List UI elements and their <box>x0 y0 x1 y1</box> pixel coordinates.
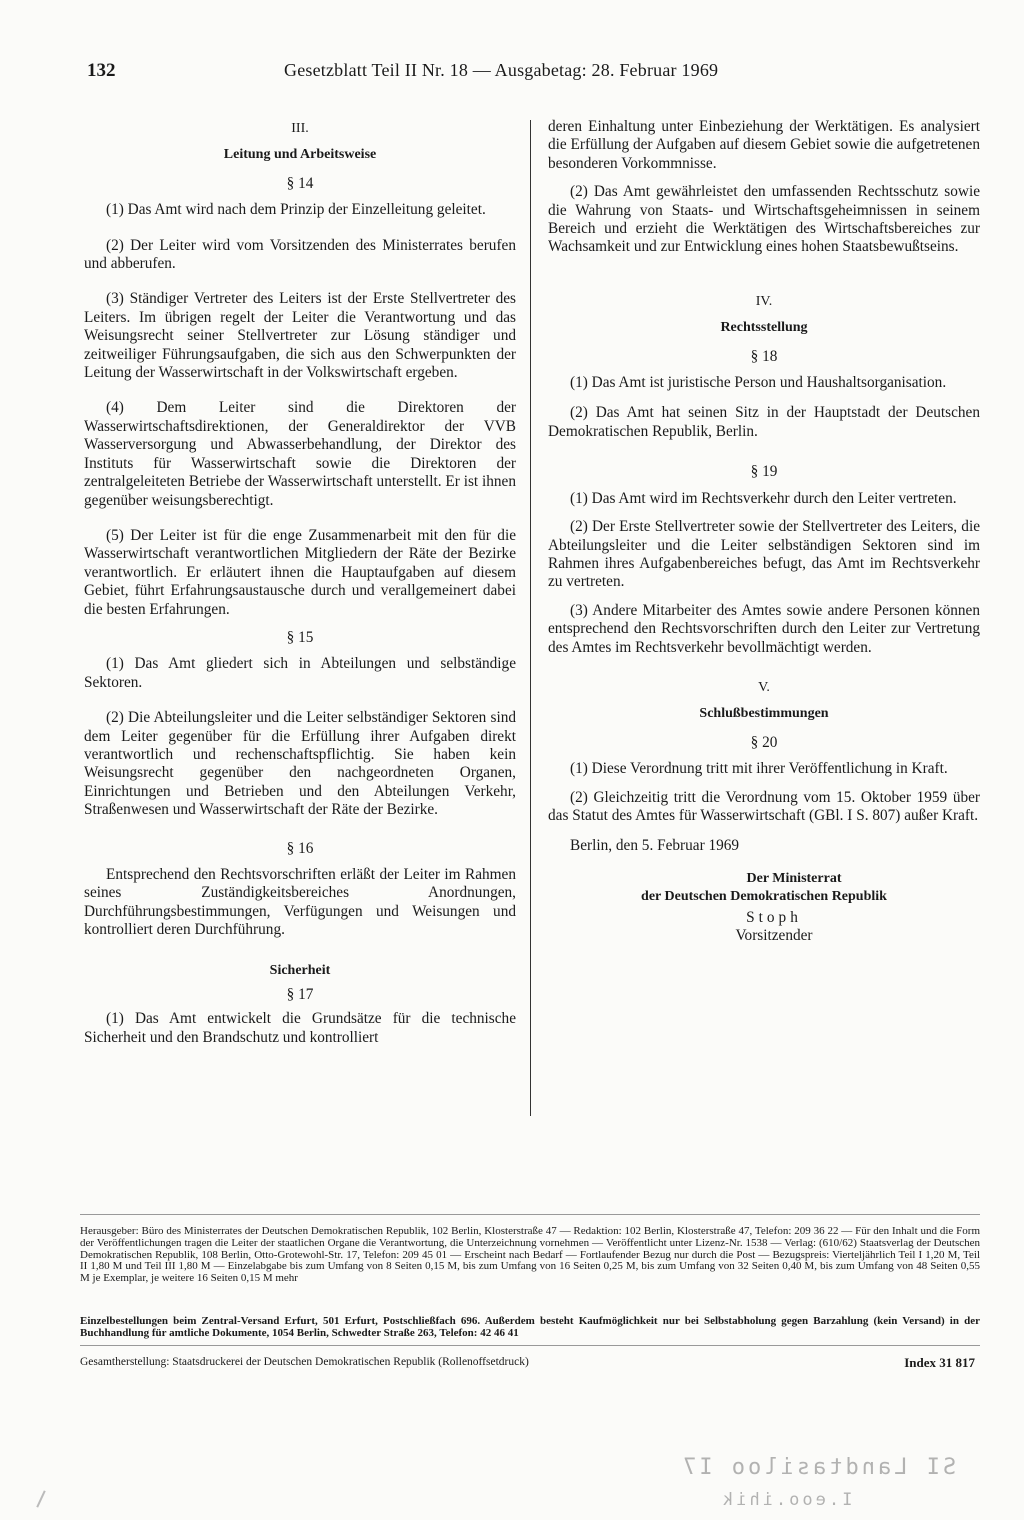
s20-paragraph-2: (2) Gleichzeitig tritt die Verordnung vom 15. Oktober 1959 über das Statut des Amtes für Wasserwirtschaft (GBl. I S. 807) außer Kraft. <box>548 788 980 824</box>
section-number-IV: IV. <box>755 293 773 309</box>
s15-paragraph-2: (2) Die Abteilungsleiter und die Leiter selbständiger Sektoren sind dem Leiter gegenüber für die Erfüllung ihrer Aufgaben direkt verantwortlich und rechenschaftspflichtig. Sie haben kein Weisungsrecht gegenüber den nachgeordneten Organen, Einrichtungen und Betrieben und den Abteilungen Verkehr, Straßenwesen und Wasserwirtschaft der Räte der Bezirke. <box>84 709 516 819</box>
column-divider <box>530 120 531 1116</box>
section-number-V: V. <box>758 679 770 695</box>
s17-paragraph-1: (1) Das Amt entwickelt die Grundsätze für die technische Sicherheit und den Brandschutz und kontrolliert <box>84 1010 516 1046</box>
s18-paragraph-2: (2) Das Amt hat seinen Sitz in der Hauptstadt der Deutschen Demokratischen Republik, Berlin. <box>548 404 980 440</box>
footer-rule-bottom <box>80 1345 980 1346</box>
place-and-date: Berlin, den 5. Februar 1969 <box>570 837 740 855</box>
s14-paragraph-1: (1) Das Amt wird nach dem Prinzip der Einzelleitung geleitet. <box>106 201 486 219</box>
s14-paragraph-4: (4) Dem Leiter sind die Direktoren der Wasserwirtschaftsdirektionen, der Generaldirektor der VVB Wasserversorgung und Abwasserbehandlung, der Direktor des Instituts für Wasserwirtschaft sowie die Direktoren der zentralgeleiteten Betriebe der Wasserwirtschaft unterstellt. Er ist ihnen gegenüber weisungsberechtigt. <box>84 399 516 509</box>
signatory-title: Vorsitzender <box>735 927 813 944</box>
signatory-name: Stoph <box>746 908 802 926</box>
s16-paragraph-1: Entsprechend den Rechtsvorschriften erläßt der Leiter im Rahmen seines Zuständigkeitsbereiches Anordnungen, Durchführungsbestimmungen, Verfügungen und Weisungen und kontrolliert deren Durchführung. <box>84 866 516 939</box>
section-number-III: III. <box>291 121 309 136</box>
footer-publisher-info: Herausgeber: Büro des Ministerrates der Deutschen Demokratischen Republik, 102 Berlin, Klosterstraße 47 — Redaktion: 102 Berlin, Klosterstraße 47, Telefon: 209 36 22 — Für den Inhalt und die Form der Veröffentlichungen tragen die Leiter der staatlichen Organe die Verantwortung, die Unterzeichnung vornehmen — Veröffentlicht unter Lizenz-Nr. 1538 — Verlag: (610/62) Staatsverlag der Deutschen Demokratischen Republik, 108 Berlin, Otto-Grotewohl-Str. 17, Telefon: 209 45 01 — Erscheint nach Bedarf — Fortlaufender Bezug nur durch die Post — Bezugspreis: Vierteljährlich Teil I 1,20 M, Teil II 1,80 M und Teil III 1,80 M — Einzelabgabe bis zum Umfang von 8 Seiten 0,15 M, bis zum Umfang von 16 Seiten 0,25 M, bis zum Umfang von 32 Seiten 0,40 M, bis zum Umfang von 48 Seiten 0,55 M je Exemplar, je weitere 16 Seiten 0,15 M mehr <box>80 1225 980 1285</box>
s14-paragraph-3: (3) Ständiger Vertreter des Leiters ist der Erste Stellvertreter des Leiters. Im übrigen regelt der Leiter die Verantwortung und das Weisungsrecht seiner Stellvertreter zur Lösung ständiger und zeitweiliger Führungsaufgaben, die sich aus den Schwerpunkten der Leitung der Wasserwirtschaft in der Volkswirtschaft ergeben. <box>84 290 516 382</box>
page-number: 132 <box>87 60 116 81</box>
paragraph-sign-14: § 14 <box>286 174 314 192</box>
s14-paragraph-5: (5) Der Leiter ist für die enge Zusammenarbeit mit den für die Wasserwirtschaft verantwortlichen Mitgliedern der Räte der Bezirke verantwortlich. Er erläutert ihnen die Hauptaufgaben auf diesem Gebiet, führt Erfahrungsaustausche durch und verallgemeinert dabei die besten Erfahrungen. <box>84 526 516 618</box>
scan-mark <box>36 1490 45 1507</box>
s14-paragraph-2: (2) Der Leiter wird vom Vorsitzenden des Ministerrates berufen und abberufen. <box>84 236 516 273</box>
signatory-organization-line-2: der Deutschen Demokratischen Republik <box>641 889 887 905</box>
footer-order-info: Einzelbestellungen beim Zentral-Versand Erfurt, 501 Erfurt, Postschließfach 696. Außerdem besteht Kaufmöglichkeit nur bei Selbstabholung gegen Barzahlung (kein Versand) in der Buchhandlung für amtliche Dokumente, 1054 Berlin, Schwedter Straße 263, Telefon: 42 46 41 <box>80 1315 980 1339</box>
library-stamp-mirrored-2: I.eoo.ihik <box>720 1490 853 1510</box>
signatory-organization: Der Ministerrat <box>746 870 842 886</box>
page-header <box>87 60 987 84</box>
right-column <box>548 118 980 945</box>
footer-production-text: Gesamtherstellung: Staatsdruckerei der Deutschen Demokratischen Republik (Rollenoffsetdruck) <box>80 1356 529 1368</box>
paragraph-sign-16: § 16 <box>286 839 314 857</box>
index-number: Index 31 817 <box>904 1355 975 1370</box>
left-column <box>84 118 516 1047</box>
section-heading-leitung: Leitung und Arbeitsweise <box>223 147 377 163</box>
section-heading-rechtsstellung: Rechtsstellung <box>720 320 808 336</box>
paragraph-sign-15: § 15 <box>286 628 314 646</box>
s15-paragraph-1: (1) Das Amt gliedert sich in Abteilungen und selbständige Sektoren. <box>84 655 516 691</box>
s19-paragraph-2: (2) Der Erste Stellvertreter sowie der Stellvertreter des Leiters, die Abteilungsleiter und die Leiter selbständigen Sektoren sind im Rahmen ihres Aufgabenbereiches befugt, das Amt im Rechtsverkehr zu vertreten. <box>548 518 980 591</box>
section-heading-schlussbestimmungen: Schlußbestimmungen <box>699 706 829 722</box>
paragraph-sign-20: § 20 <box>750 733 778 751</box>
s18-paragraph-1: (1) Das Amt ist juristische Person und Haushaltsorganisation. <box>570 374 947 392</box>
paragraph-sign-17: § 17 <box>286 986 314 1004</box>
library-stamp-mirrored: SI Landtasiloo I7 <box>680 1455 957 1480</box>
header-title: Gesetzblatt Teil II Nr. 18 — Ausgabetag: 28. Februar 1969 <box>284 60 719 80</box>
footer-production-line <box>80 1357 980 1369</box>
paragraph-sign-19: § 19 <box>750 463 778 481</box>
s17-continuation: deren Einhaltung unter Einbeziehung der Werktätigen. Es analysiert die Erfüllung der Aufgaben auf diesem Gebiet sowie die aufgetretenen besonderen Vorkommnisse. <box>548 118 980 172</box>
s19-paragraph-1: (1) Das Amt wird im Rechtsverkehr durch den Leiter vertreten. <box>570 489 957 507</box>
s20-paragraph-1: (1) Diese Verordnung tritt mit ihrer Veröffentlichung in Kraft. <box>570 760 948 778</box>
paragraph-sign-18: § 18 <box>750 347 778 365</box>
s19-paragraph-3: (3) Andere Mitarbeiter des Amtes sowie andere Personen können entsprechend den Rechtsvorschriften durch den Leiter zur Vertretung des Amtes im Rechtsverkehr bevollmächtigt werden. <box>548 601 980 656</box>
footer-rule-top <box>80 1214 980 1215</box>
section-heading-sicherheit: Sicherheit <box>269 962 331 978</box>
s17-paragraph-2: (2) Das Amt gewährleistet den umfassenden Rechtsschutz sowie die Wahrung von Staats- und Wirtschaftsgeheimnissen in seinem Bereich und erzieht die Werktätigen des Wirtschaftsbereiches zur Wachsamkeit und zur Entwicklung eines hohen Staatsbewußtseins. <box>548 183 980 256</box>
